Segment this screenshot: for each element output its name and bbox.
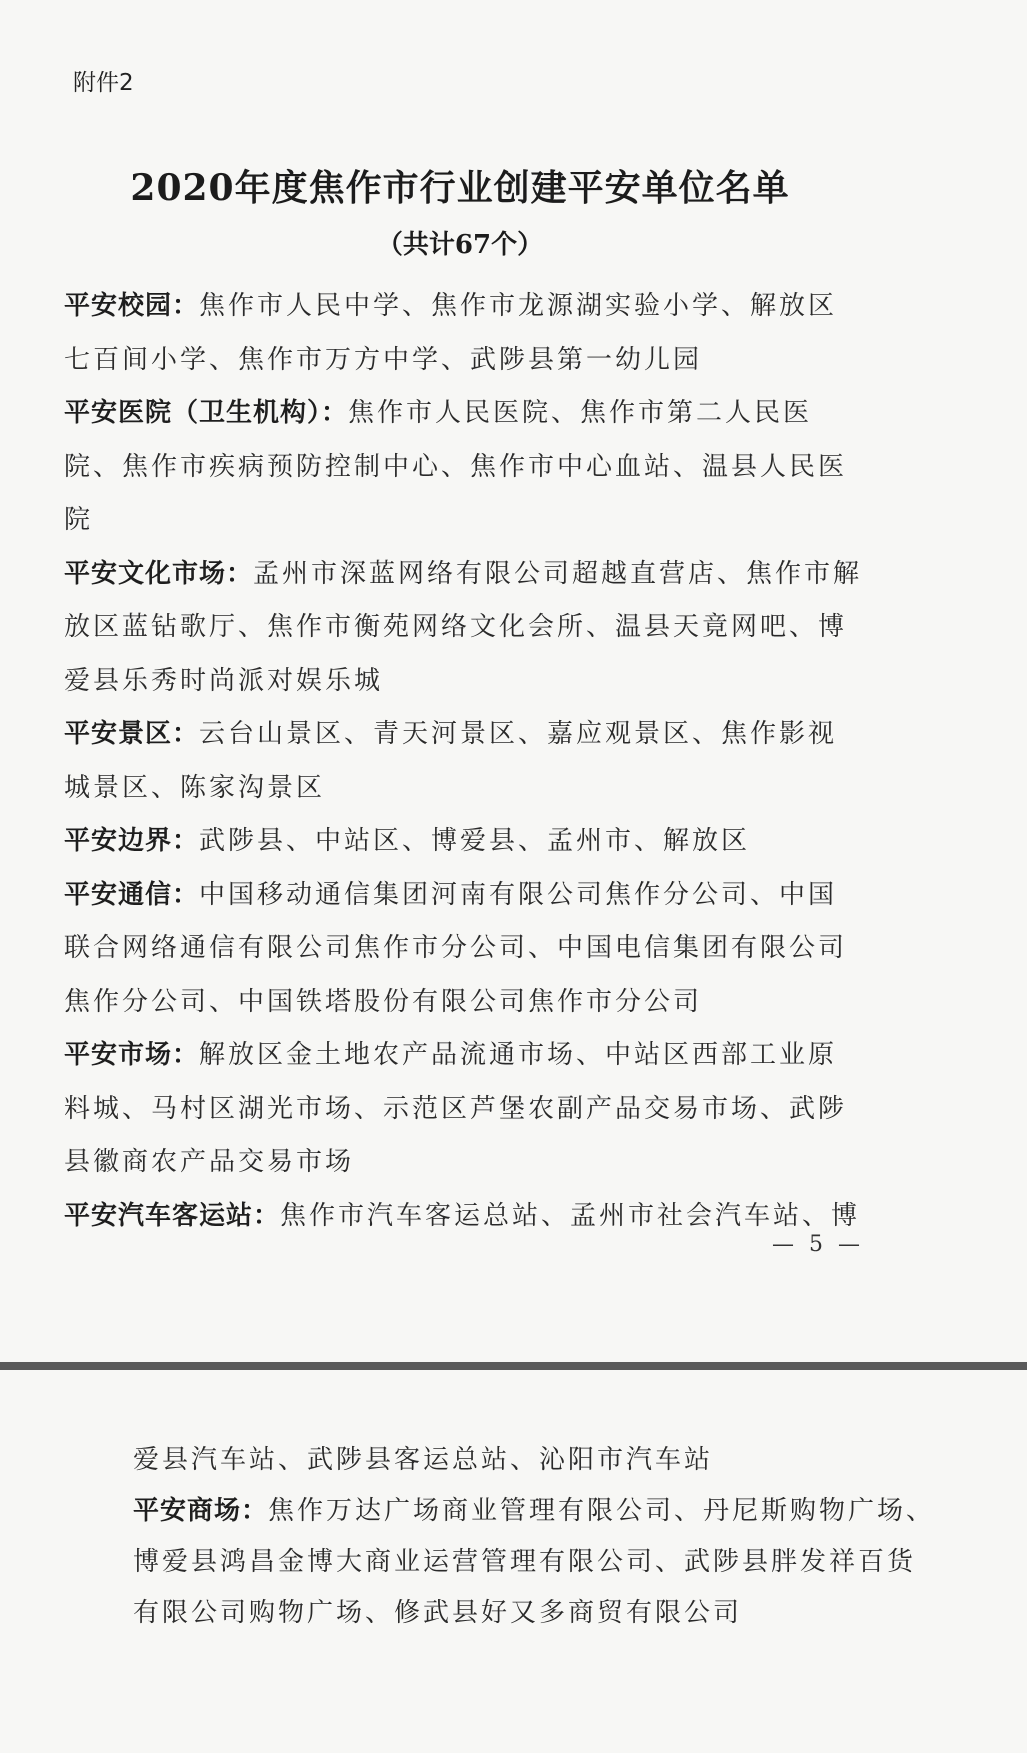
category-label: 平安医院（卫生机构）： — [64, 398, 349, 428]
unit-names: 中国移动通信集团河南有限公司焦作分公司、中国联合网络通信有限公司焦作市分公司、中国电信集团有限公司焦作分公司、中国铁塔股份有限公司焦作市分公司 — [64, 879, 848, 1017]
unit-names: 武陟县、中站区、博爱县、孟州市、解放区 — [199, 826, 751, 856]
category-label: 平安商场： — [133, 1496, 269, 1526]
list-item — [64, 1029, 864, 1190]
page-number: — 5 — — [772, 1232, 864, 1257]
list-item — [64, 708, 864, 815]
unit-names: 焦作市汽车客运总站、孟州市社会汽车站、博 — [280, 1200, 861, 1231]
list-item — [64, 815, 864, 869]
list-item — [64, 1190, 864, 1244]
category-label: 平安边界： — [64, 826, 200, 856]
category-label: 平安汽车客运站： — [64, 1200, 281, 1231]
unit-names: 焦作市人民医院、焦作市第二人民医院、焦作市疾病预防控制中心、焦作市中心血站、温县人民医院 — [64, 398, 848, 535]
unit-list-continued — [133, 1435, 943, 1639]
category-label: 平安景区： — [64, 719, 200, 749]
unit-list — [64, 280, 864, 1243]
document-page-6 — [0, 1370, 1027, 1753]
unit-names: 焦作万达广场商业管理有限公司、丹尼斯购物广场、博爱县鸿昌金博大商业运营管理有限公司、武陟县胖发祥百货有限公司购物广场、修武县好又多商贸有限公司 — [133, 1496, 936, 1628]
document-title: 2020年度焦作市行业创建平安单位名单 — [130, 167, 790, 209]
category-label: 平安市场： — [64, 1040, 200, 1070]
unit-names: 焦作市人民中学、焦作市龙源湖实验小学、解放区七百间小学、焦作市万方中学、武陟县第一幼儿园 — [64, 291, 838, 375]
unit-names: 云台山景区、青天河景区、嘉应观景区、焦作影视城景区、陈家沟景区 — [64, 719, 838, 803]
page-separator — [0, 1362, 1027, 1370]
list-item — [64, 548, 864, 709]
unit-names: 解放区金土地农产品流通市场、中站区西部工业原料城、马村区湖光市场、示范区芦堡农副产品交易市场、武陟县徽商农产品交易市场 — [64, 1040, 848, 1177]
category-label: 平安通信： — [64, 879, 200, 910]
category-label: 平安校园： — [64, 291, 200, 321]
list-item — [133, 1486, 943, 1639]
continuation-text: 爱县汽车站、武陟县客运总站、沁阳市汽车站 — [133, 1445, 714, 1475]
unit-names: 孟州市深蓝网络有限公司超越直营店、焦作市解放区蓝钻歌厅、焦作市衡苑网络文化会所、温县天竟网吧、博爱县乐秀时尚派对娱乐城 — [64, 558, 863, 696]
attachment-label: 附件2 — [73, 70, 134, 96]
list-item — [64, 387, 864, 548]
document-subtitle: （共计67个） — [376, 230, 544, 260]
list-item — [64, 280, 864, 387]
list-item — [64, 869, 864, 1030]
category-label: 平安文化市场： — [64, 558, 254, 589]
